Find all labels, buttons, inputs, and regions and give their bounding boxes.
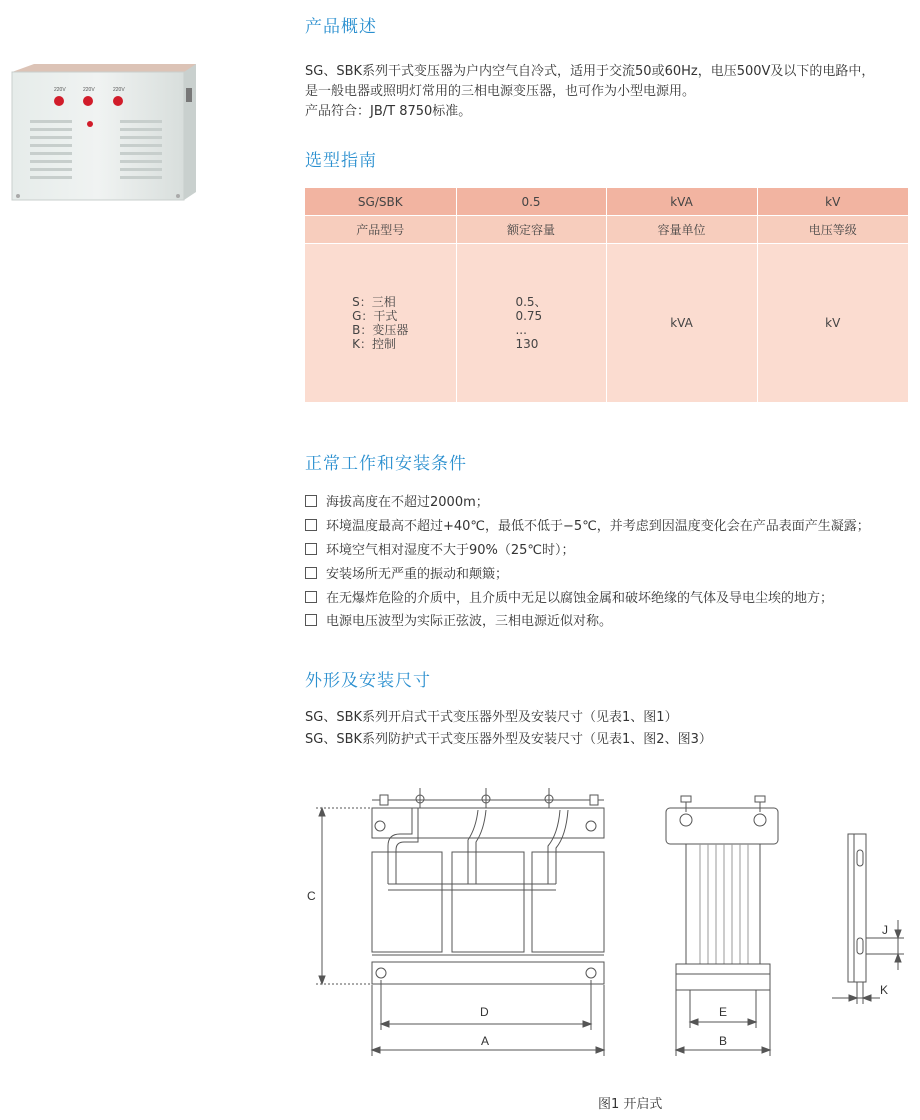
condition-item: 海拔高度在不超过2000m； — [305, 491, 489, 510]
capacity-value: 0.75 — [515, 309, 543, 323]
capacity-value: 0.5、 — [515, 295, 547, 309]
model-code: G：干式 — [352, 309, 398, 323]
model-code: S：三相 — [352, 295, 396, 309]
table-row — [305, 188, 908, 216]
table-cell: 0.5 — [456, 188, 606, 216]
table-cell: 电压等级 — [757, 216, 908, 244]
overview-line: 产品符合：JB/T 8750标准。 — [305, 104, 472, 119]
checkbox-icon — [305, 614, 317, 626]
table-cell: 产品型号 — [305, 216, 456, 244]
photo-label-1: 220V — [54, 87, 66, 93]
condition-item: 电源电压波型为实际正弦波，三相电源近似对称。 — [305, 610, 612, 629]
voltage-cell: kV — [757, 244, 908, 403]
selection-title: 选型指南 — [305, 151, 377, 171]
overview-line: SG、SBK系列干式变压器为户内空气自冷式，适用于交流50或60Hz，电压500V及以下的电路中， — [305, 64, 875, 79]
unit-cell: kVA — [606, 244, 757, 403]
checkbox-icon — [305, 519, 317, 531]
dim-label-K: K — [880, 983, 889, 997]
dim-label-C: C — [307, 889, 316, 903]
checkbox-icon — [305, 543, 317, 555]
dim-label-A: A — [481, 1034, 490, 1048]
dim-label-B: B — [719, 1034, 728, 1048]
table-cell: kV — [757, 188, 908, 216]
table-row — [305, 216, 908, 244]
capacity-cell — [456, 244, 606, 403]
table-cell: 额定容量 — [456, 216, 606, 244]
dim-label-E: E — [719, 1005, 728, 1019]
photo-label-3: 220V — [113, 87, 125, 93]
figure-caption: 图1 开启式 — [598, 1097, 663, 1112]
photo-label-2: 220V — [83, 87, 95, 93]
dimension-drawing — [300, 775, 910, 1069]
front-view — [316, 788, 604, 1056]
condition-item: 环境温度最高不超过+40℃，最低不低于−5℃，并考虑到因温度变化会在产品表面产生凝露； — [305, 515, 870, 534]
dimensions-line: SG、SBK系列防护式干式变压器外型及安装尺寸（见表1、图2、图3） — [305, 732, 712, 747]
dim-label-J: J — [882, 923, 888, 937]
dimensions-line: SG、SBK系列开启式干式变压器外型及安装尺寸（见表1、图1） — [305, 710, 678, 725]
capacity-value: ... — [515, 323, 527, 337]
product-photo — [10, 58, 206, 206]
overview-title: 产品概述 — [305, 17, 377, 37]
dimensions-text — [305, 708, 712, 750]
bracket-view — [832, 834, 904, 1004]
model-code: B：变压器 — [352, 323, 409, 337]
conditions-title: 正常工作和安装条件 — [305, 454, 467, 474]
dimensions-title: 外形及安装尺寸 — [305, 671, 431, 691]
selection-table — [305, 188, 908, 402]
table-cell: 容量单位 — [606, 216, 757, 244]
model-code: K：控制 — [352, 337, 396, 351]
checkbox-icon — [305, 495, 317, 507]
overview-line: 是一般电器或照明灯常用的三相电源变压器，也可作为小型电源用。 — [305, 84, 696, 99]
checkbox-icon — [305, 567, 317, 579]
capacity-value: 130 — [515, 337, 539, 351]
overview-text — [305, 62, 874, 122]
table-cell: kVA — [606, 188, 757, 216]
condition-item: 环境空气相对湿度不大于90%（25℃时）； — [305, 539, 575, 558]
condition-item: 在无爆炸危险的介质中，且介质中无足以腐蚀金属和破坏绝缘的气体及导电尘埃的地方； — [305, 587, 833, 606]
dim-label-D: D — [480, 1005, 489, 1019]
model-code-cell — [305, 244, 456, 403]
condition-item: 安装场所无严重的振动和颠簸； — [305, 563, 508, 582]
checkbox-icon — [305, 591, 317, 603]
table-row — [305, 244, 908, 403]
table-cell: SG/SBK — [305, 188, 456, 216]
